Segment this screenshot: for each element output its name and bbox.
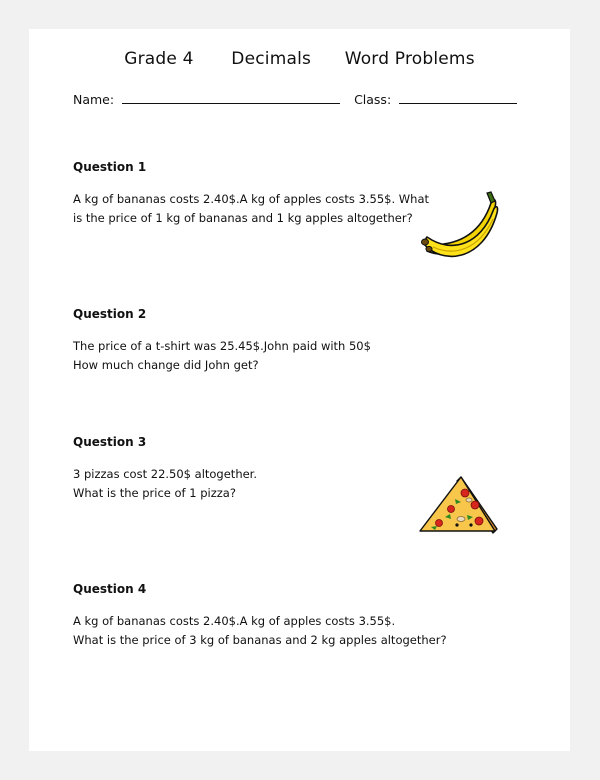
grade-label: Grade 4: [124, 49, 194, 69]
question-2-heading: Question 2: [73, 307, 147, 321]
question-2-line-1: The price of a t-shirt was 25.45$.John paid with 50$: [73, 339, 371, 353]
subject-label: Decimals: [231, 49, 312, 69]
question-3-heading: Question 3: [73, 435, 147, 449]
pizza-slice-icon: [417, 473, 501, 539]
question-3-line-2: What is the price of 1 pizza?: [73, 486, 236, 500]
student-info: [73, 91, 517, 107]
class-label: Class:: [354, 92, 392, 107]
question-4-heading: Question 4: [73, 582, 147, 596]
question-3-text: [73, 465, 433, 503]
banana-icon: [419, 189, 505, 275]
question-4-line-2: What is the price of 3 kg of bananas and 2 kg apples altogether?: [73, 633, 447, 647]
question-1-line-1: A kg of bananas costs 2.40$.A kg of apples costs 3.55$. What: [73, 192, 430, 206]
question-3-line-1: 3 pizzas cost 22.50$ altogether.: [73, 467, 258, 481]
topic-label: Word Problems: [344, 49, 475, 69]
question-2-text: [73, 337, 433, 375]
question-4-text: [73, 612, 473, 650]
name-label: Name:: [73, 92, 115, 107]
worksheet-title: [29, 49, 570, 69]
question-1-heading: Question 1: [73, 160, 147, 174]
name-blank[interactable]: [122, 91, 340, 104]
question-1-text: [73, 190, 433, 228]
question-2-line-2: How much change did John get?: [73, 358, 259, 372]
class-blank[interactable]: [399, 91, 517, 104]
worksheet-page: [29, 29, 570, 751]
question-1-line-2: is the price of 1 kg of bananas and 1 kg apples altogether?: [73, 211, 413, 225]
question-4-line-1: A kg of bananas costs 2.40$.A kg of apples costs 3.55$.: [73, 614, 396, 628]
